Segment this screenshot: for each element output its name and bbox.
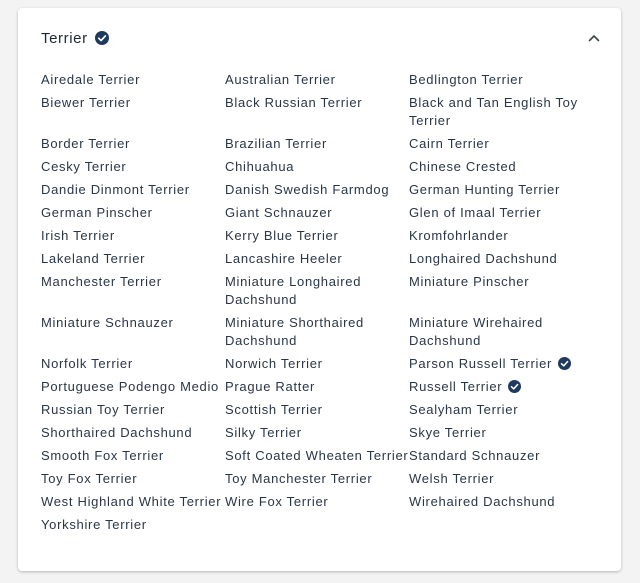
breed-link[interactable]	[225, 158, 409, 176]
breed-label: Yorkshire Terrier	[41, 517, 147, 532]
breed-label: Miniature Wirehaired Dachshund	[409, 315, 543, 348]
breed-list	[41, 71, 611, 534]
breed-link[interactable]	[41, 401, 225, 419]
breed-label: Miniature Pinscher	[409, 274, 530, 289]
breed-link[interactable]	[41, 378, 225, 396]
breed-link[interactable]	[41, 516, 225, 534]
breed-link[interactable]	[225, 135, 409, 153]
breed-label: Black and Tan English Toy Terrier	[409, 95, 578, 128]
breed-label: Norfolk Terrier	[41, 356, 133, 371]
breed-link[interactable]	[225, 493, 409, 511]
breed-link[interactable]	[409, 71, 593, 89]
breed-label: Miniature Schnauzer	[41, 315, 174, 330]
breed-link[interactable]	[225, 181, 409, 199]
breed-link[interactable]	[409, 447, 593, 465]
breed-label: Wire Fox Terrier	[225, 494, 329, 509]
breed-link[interactable]	[409, 158, 593, 176]
breed-label: Bedlington Terrier	[409, 72, 524, 87]
breed-link[interactable]	[225, 355, 409, 373]
breed-label: Norwich Terrier	[225, 356, 323, 371]
breed-label: Danish Swedish Farmdog	[225, 182, 390, 197]
breed-link[interactable]	[409, 94, 593, 130]
breed-link[interactable]	[41, 470, 225, 488]
breed-label: Australian Terrier	[225, 72, 336, 87]
breed-label: Silky Terrier	[225, 425, 302, 440]
breed-label: Lancashire Heeler	[225, 251, 343, 266]
breed-label: Giant Schnauzer	[225, 205, 333, 220]
breed-link[interactable]	[41, 273, 225, 309]
breed-link[interactable]	[225, 378, 409, 396]
breed-label: Biewer Terrier	[41, 95, 131, 110]
breed-link[interactable]	[41, 158, 225, 176]
breed-label: Sealyham Terrier	[409, 402, 519, 417]
breed-link[interactable]	[409, 470, 593, 488]
breed-link[interactable]	[41, 314, 225, 350]
verified-check-icon	[558, 357, 571, 370]
breed-label: German Hunting Terrier	[409, 182, 560, 197]
breed-label: Soft Coated Wheaten Terrier	[225, 448, 409, 463]
breed-link[interactable]	[41, 447, 225, 465]
breed-link[interactable]	[409, 493, 593, 511]
breed-label: Kromfohrlander	[409, 228, 509, 243]
breed-label: West Highland White Terrier	[41, 494, 222, 509]
breed-label: Parson Russell Terrier	[409, 356, 553, 371]
breed-link[interactable]	[409, 401, 593, 419]
breed-label: Lakeland Terrier	[41, 251, 146, 266]
breed-label: Toy Fox Terrier	[41, 471, 138, 486]
verified-check-icon	[95, 31, 109, 45]
breed-label: Irish Terrier	[41, 228, 115, 243]
breed-label: Portuguese Podengo Medio	[41, 379, 219, 394]
breed-label: Cairn Terrier	[409, 136, 490, 151]
breed-link[interactable]	[225, 250, 409, 268]
breed-label: Chinese Crested	[409, 159, 517, 174]
breed-label: Miniature Longhaired Dachshund	[225, 274, 362, 307]
breed-label: Skye Terrier	[409, 425, 487, 440]
breed-label: Border Terrier	[41, 136, 131, 151]
chevron-up-icon[interactable]	[585, 29, 603, 47]
breed-link[interactable]	[41, 71, 225, 89]
breed-link[interactable]	[225, 273, 409, 309]
breed-label: Standard Schnauzer	[409, 448, 541, 463]
breed-link[interactable]	[225, 204, 409, 222]
breed-link[interactable]	[225, 424, 409, 442]
breed-link[interactable]	[409, 314, 593, 350]
breed-link[interactable]	[41, 493, 225, 511]
breed-label: Airedale Terrier	[41, 72, 141, 87]
section-title: Terrier	[41, 29, 88, 47]
breed-link[interactable]	[225, 447, 409, 465]
breed-link[interactable]	[409, 424, 593, 442]
breed-link[interactable]	[409, 135, 593, 153]
breed-link[interactable]	[41, 94, 225, 130]
breed-link[interactable]	[409, 204, 593, 222]
breed-link[interactable]	[409, 355, 593, 373]
breed-link[interactable]	[225, 401, 409, 419]
breed-label: Chihuahua	[225, 159, 295, 174]
breed-link[interactable]	[409, 273, 593, 309]
breed-label: Brazilian Terrier	[225, 136, 327, 151]
breed-link[interactable]	[225, 94, 409, 130]
breed-label: Toy Manchester Terrier	[225, 471, 373, 486]
breed-label: Kerry Blue Terrier	[225, 228, 339, 243]
breed-label: Glen of Imaal Terrier	[409, 205, 542, 220]
breed-link[interactable]	[409, 378, 593, 396]
breed-label: Prague Ratter	[225, 379, 316, 394]
breed-label: Manchester Terrier	[41, 274, 162, 289]
breed-label: Cesky Terrier	[41, 159, 127, 174]
breed-link[interactable]	[41, 250, 225, 268]
breed-label: Russell Terrier	[409, 379, 503, 394]
breed-link[interactable]	[41, 135, 225, 153]
breed-link[interactable]	[409, 250, 593, 268]
breed-label: Welsh Terrier	[409, 471, 495, 486]
breed-label: Wirehaired Dachshund	[409, 494, 556, 509]
breed-link[interactable]	[41, 204, 225, 222]
breed-link[interactable]	[225, 314, 409, 350]
section-header[interactable]	[41, 26, 603, 50]
breed-label: German Pinscher	[41, 205, 153, 220]
breed-label: Dandie Dinmont Terrier	[41, 182, 190, 197]
breed-link[interactable]	[225, 227, 409, 245]
breed-link[interactable]	[41, 227, 225, 245]
breed-label: Miniature Shorthaired Dachshund	[225, 315, 364, 348]
breed-group-card	[18, 8, 621, 571]
breed-label: Black Russian Terrier	[225, 95, 363, 110]
breed-link[interactable]	[225, 470, 409, 488]
breed-link[interactable]	[41, 181, 225, 199]
breed-link[interactable]	[225, 71, 409, 89]
breed-label: Russian Toy Terrier	[41, 402, 166, 417]
breed-label: Smooth Fox Terrier	[41, 448, 164, 463]
breed-link[interactable]	[409, 227, 593, 245]
breed-link[interactable]	[41, 424, 225, 442]
verified-check-icon	[508, 380, 521, 393]
breed-link[interactable]	[409, 181, 593, 199]
breed-label: Scottish Terrier	[225, 402, 323, 417]
breed-label: Longhaired Dachshund	[409, 251, 558, 266]
breed-label: Shorthaired Dachshund	[41, 425, 193, 440]
breed-link[interactable]	[41, 355, 225, 373]
